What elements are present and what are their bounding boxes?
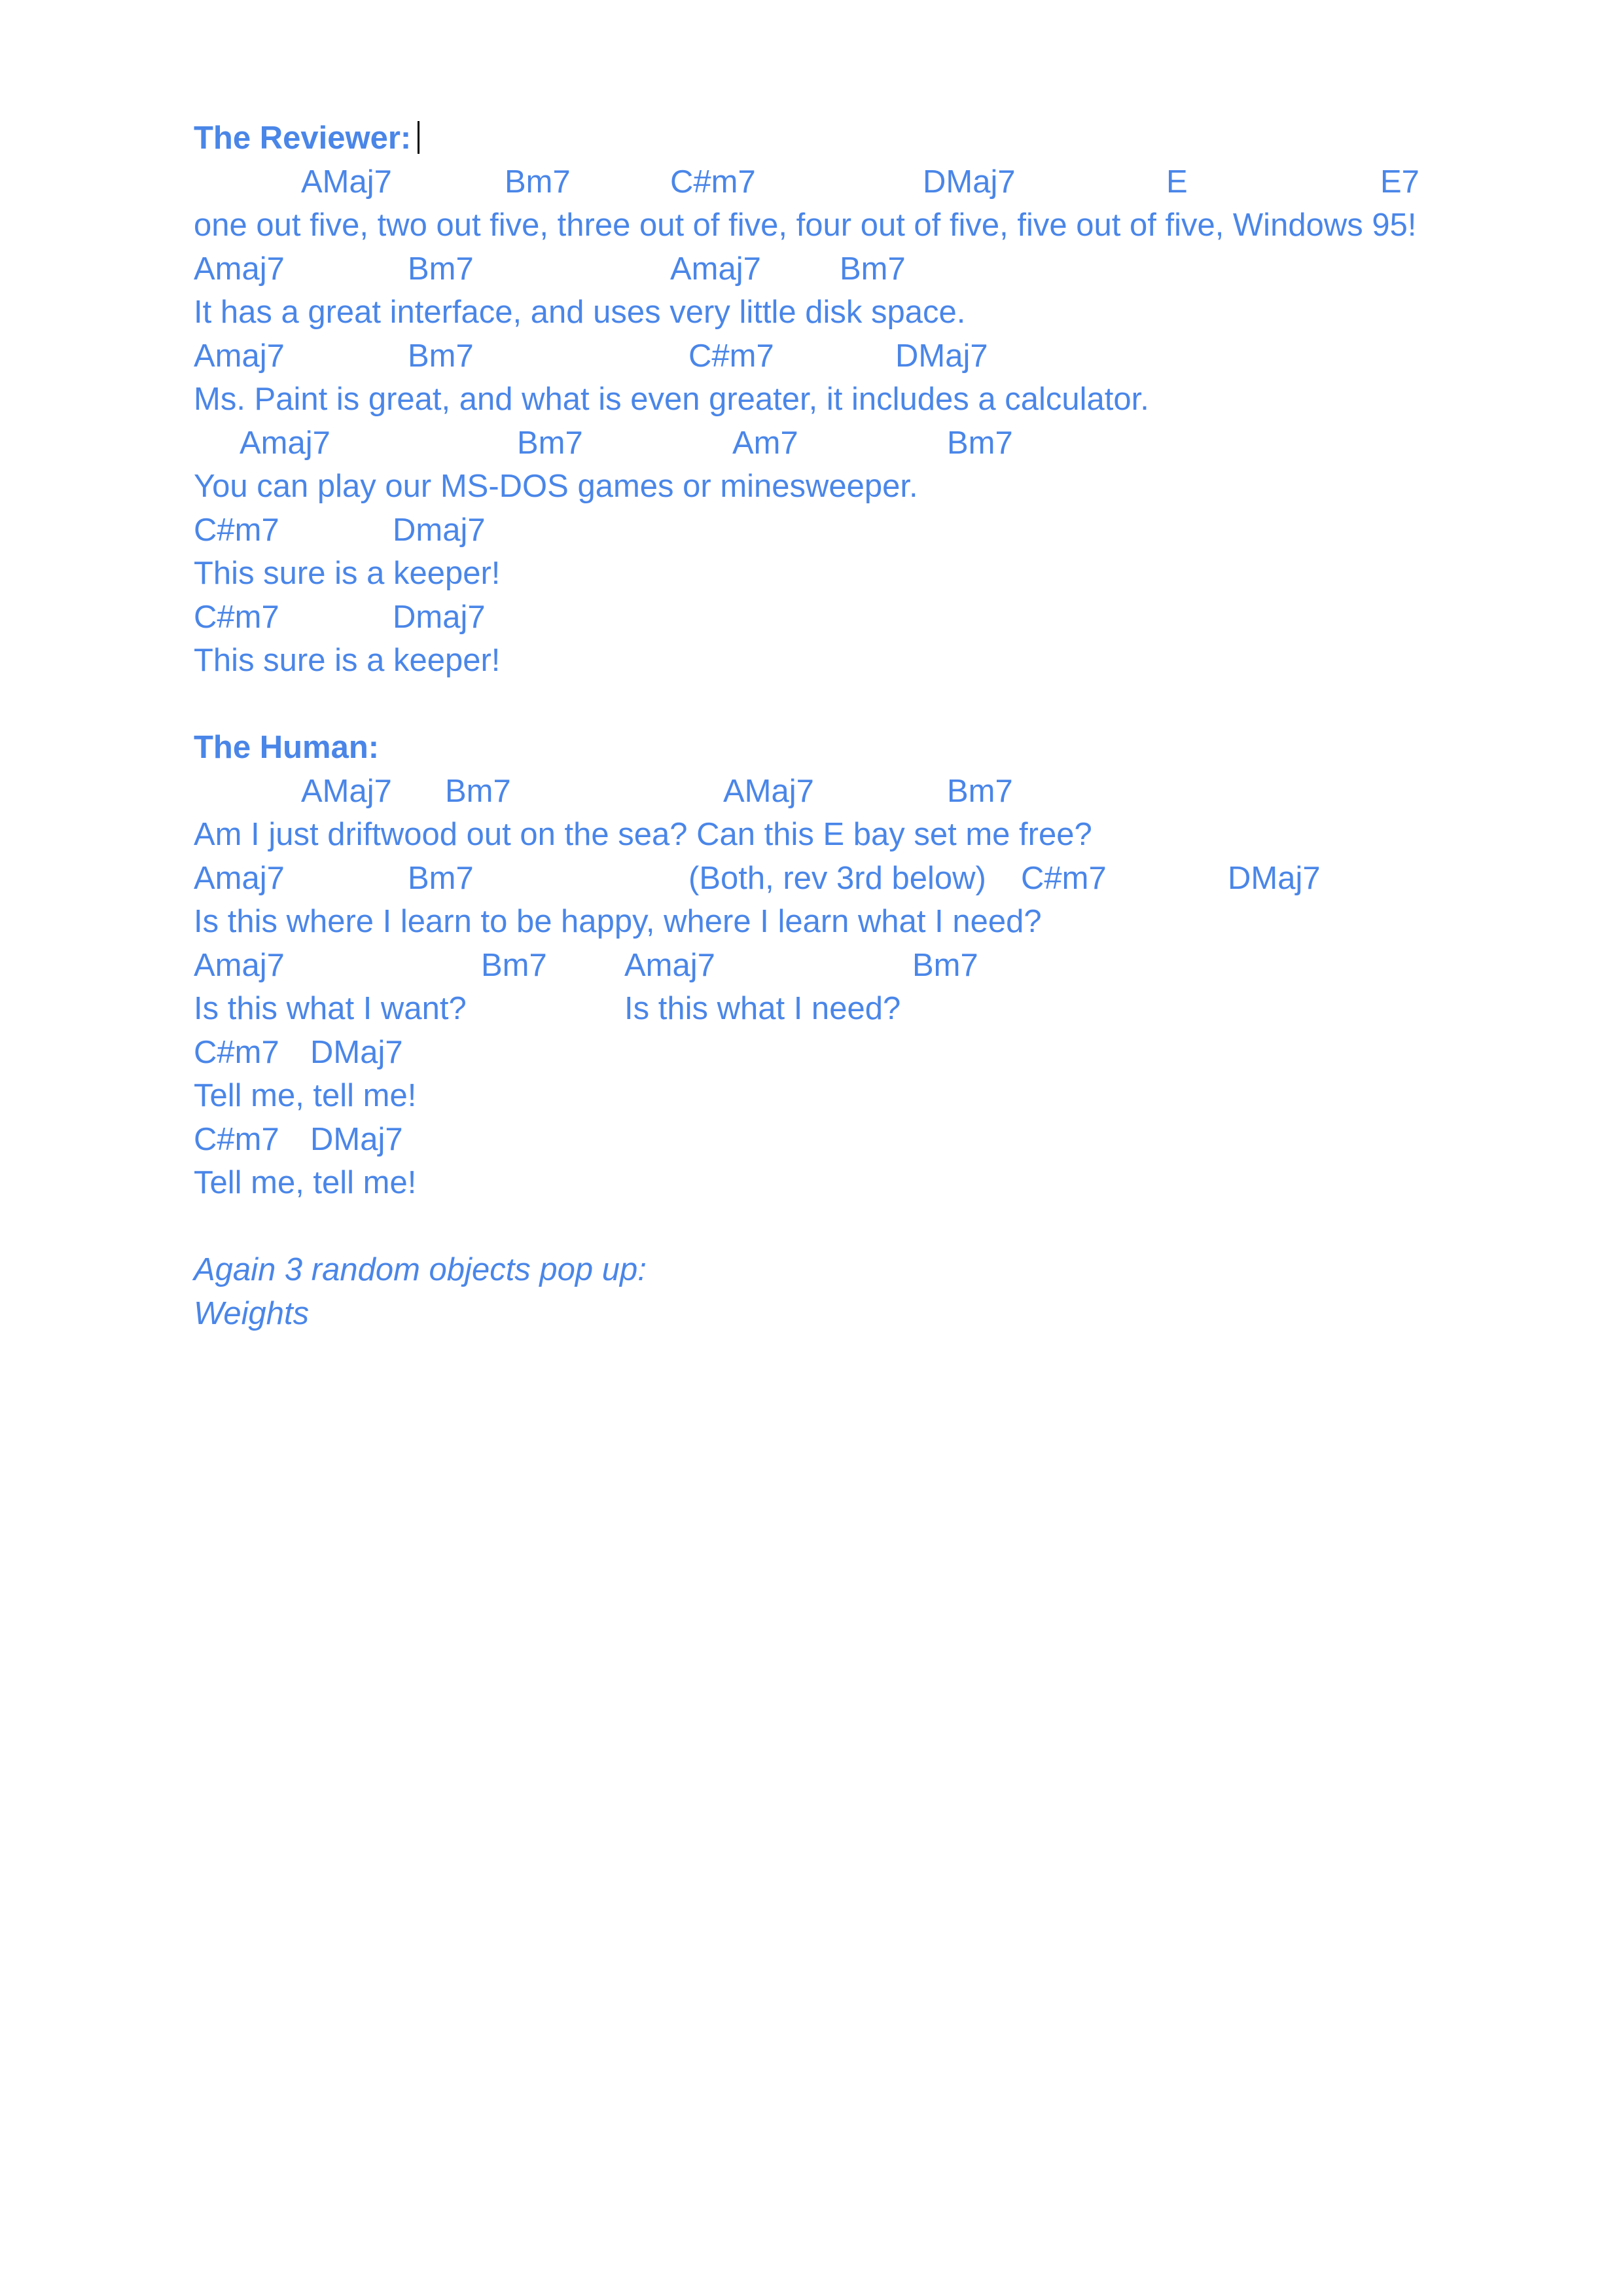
chord-line — [194, 509, 1503, 552]
chord-line — [194, 160, 1503, 204]
text-cursor — [418, 121, 419, 154]
human-heading-text: The Human: — [194, 730, 380, 765]
chord-label: Bm7 — [517, 425, 583, 461]
chord-label: Amaj7 — [670, 251, 761, 287]
chord-label: DMaj7 — [310, 1121, 403, 1157]
chord-label: Bm7 — [445, 773, 511, 809]
chord-label: Bm7 — [408, 338, 474, 374]
chord-label: DMaj7 — [923, 164, 1016, 200]
chord-line — [194, 334, 1503, 378]
lyric-line: It has a great interface, and uses very little disk space. — [194, 295, 966, 330]
lyric-line: Tell me, tell me! — [194, 1078, 417, 1113]
chord-label: Amaj7 — [194, 338, 285, 374]
chord-label: Bm7 — [408, 860, 474, 896]
section-heading-human — [194, 726, 1503, 770]
blank-line — [194, 1205, 1503, 1249]
chord-label: (Both, rev 3rd below) — [688, 860, 986, 896]
lyric-line: This sure is a keeper! — [194, 643, 501, 678]
chord-label: C#m7 — [1021, 860, 1107, 896]
chord-label: C#m7 — [194, 512, 279, 548]
stage-note: Weights — [194, 1295, 310, 1331]
chord-label: C#m7 — [194, 1121, 279, 1157]
chord-label: C#m7 — [688, 338, 774, 374]
lyric-line: one out five, two out five, three out of five, four out of five, five out of five, Windows 95! — [194, 207, 1417, 243]
chord-label: E — [1166, 164, 1188, 200]
chord-line — [194, 944, 1503, 988]
chord-label: AMaj7 — [723, 773, 814, 809]
chord-label: Am7 — [732, 425, 798, 461]
chord-label: Bm7 — [947, 773, 1013, 809]
reviewer-verse — [194, 160, 1503, 683]
lyric-line: You can play our MS-DOS games or minesweeper. — [194, 469, 918, 504]
chord-line — [194, 1031, 1503, 1075]
chord-line — [194, 1118, 1503, 1162]
lyric-line: Am I just driftwood out on the sea? Can this E bay set me free? — [194, 817, 1092, 852]
chord-line — [194, 247, 1503, 291]
chord-label: Bm7 — [481, 947, 547, 983]
chord-label: C#m7 — [670, 164, 756, 200]
chord-line — [194, 857, 1503, 901]
stage-note: Again 3 random objects pop up: — [194, 1252, 647, 1287]
chord-label: AMaj7 — [301, 773, 392, 809]
chord-label: Amaj7 — [240, 425, 330, 461]
chord-label: AMaj7 — [301, 164, 392, 200]
chord-line — [194, 987, 1503, 1031]
chord-line — [194, 596, 1503, 639]
reviewer-heading-text: The Reviewer: — [194, 120, 412, 156]
chord-label: DMaj7 — [895, 338, 988, 374]
lyric-line: Is this where I learn to be happy, where I learn what I need? — [194, 904, 1042, 939]
chord-label: Dmaj7 — [393, 512, 486, 548]
chord-label: Bm7 — [840, 251, 906, 287]
chord-label: Amaj7 — [194, 947, 285, 983]
section-heading-reviewer — [194, 117, 1503, 160]
chord-label: Is this what I need? — [624, 991, 901, 1026]
chord-label: E7 — [1380, 164, 1419, 200]
chord-label: C#m7 — [194, 599, 279, 635]
chord-label: Amaj7 — [194, 251, 285, 287]
chord-line — [194, 422, 1503, 465]
blank-line — [194, 683, 1503, 726]
chord-label: Bm7 — [947, 425, 1013, 461]
chord-label: Dmaj7 — [393, 599, 486, 635]
chord-label: DMaj7 — [310, 1034, 403, 1070]
chord-label: Amaj7 — [194, 860, 285, 896]
chord-label: Amaj7 — [624, 947, 715, 983]
chord-label: C#m7 — [194, 1034, 279, 1070]
lyric-line: This sure is a keeper! — [194, 556, 501, 591]
song-sheet — [194, 117, 1503, 1335]
lyric-line: Ms. Paint is great, and what is even greater, it includes a calculator. — [194, 382, 1149, 417]
chord-label: Bm7 — [408, 251, 474, 287]
chord-line — [194, 770, 1503, 814]
chord-label: DMaj7 — [1228, 860, 1321, 896]
chord-label: Bm7 — [505, 164, 571, 200]
chord-label: Bm7 — [912, 947, 978, 983]
chord-label: Is this what I want? — [194, 991, 467, 1026]
lyric-line: Tell me, tell me! — [194, 1165, 417, 1200]
human-verse — [194, 770, 1503, 1205]
